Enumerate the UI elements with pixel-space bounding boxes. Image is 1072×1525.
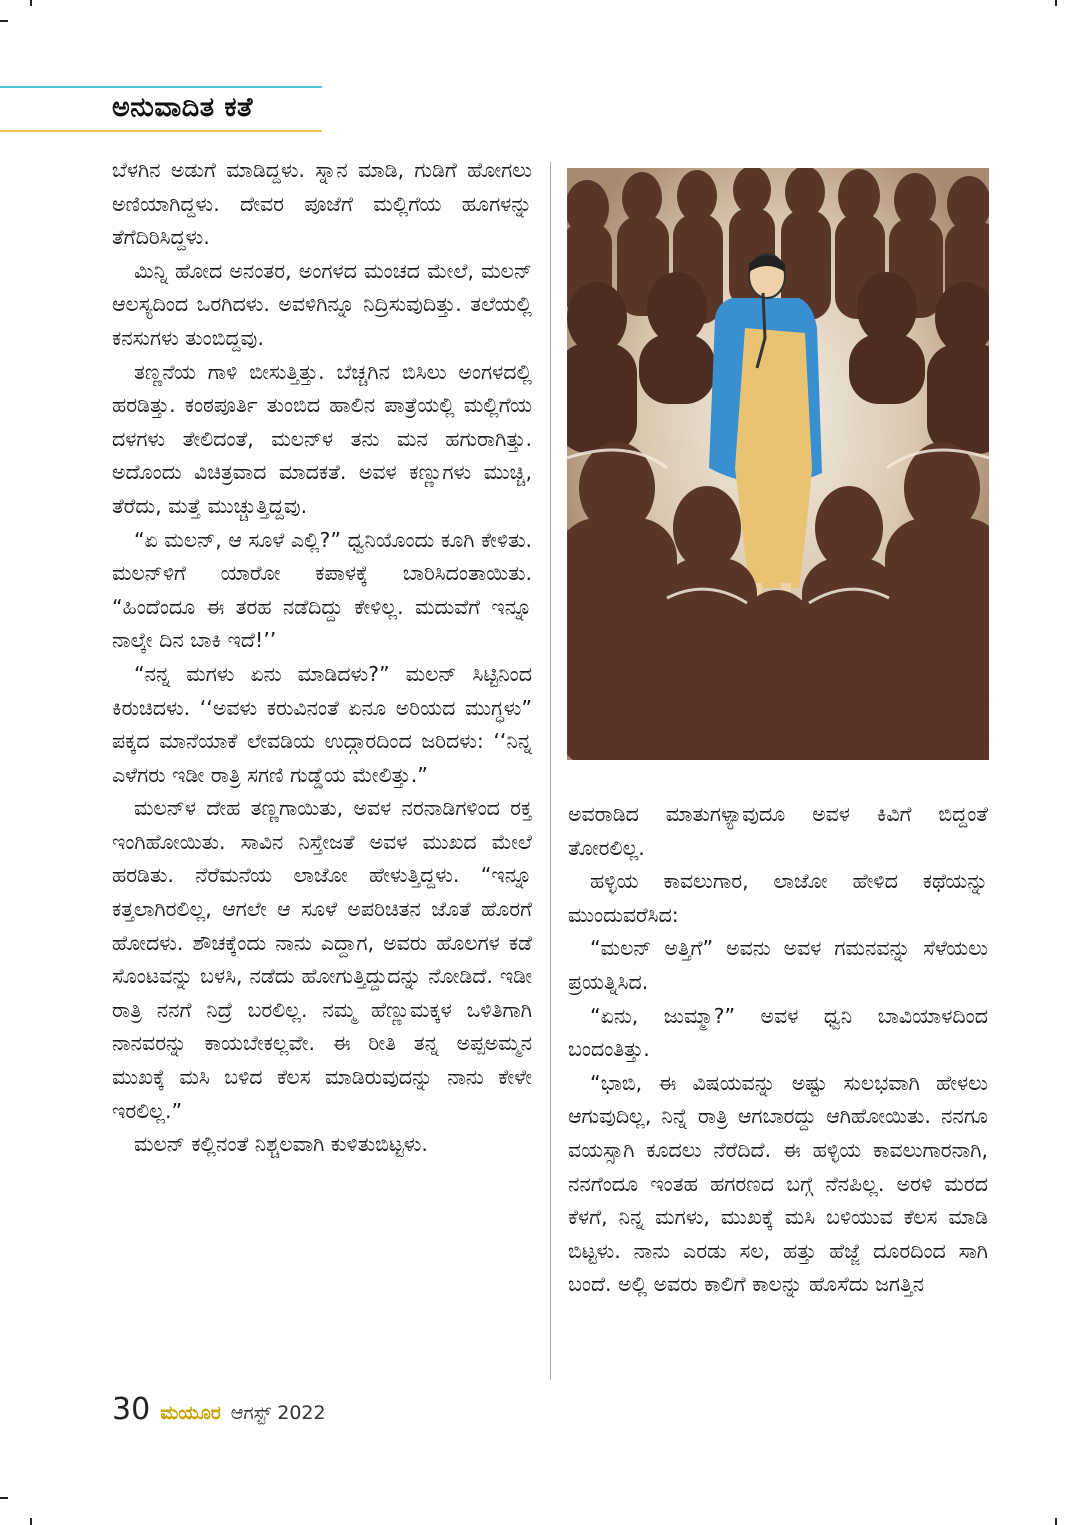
issue-date: ಆಗಸ್ಟ್ 2022 bbox=[230, 1402, 326, 1424]
section-title: ಅನುವಾದಿತ ಕತೆ bbox=[112, 92, 253, 123]
crop-mark bbox=[0, 20, 8, 22]
paragraph: ಬೆಳಗಿನ ಅಡುಗೆ ಮಾಡಿದ್ದಳು. ಸ್ನಾನ ಮಾಡಿ, ಗುಡಿಗೆ ಹೋಗಲು ಅಣಿಯಾಗಿದ್ದಳು. ದೇವರ ಪೂಜೆಗೆ ಮಲ್ಲಿಗೆಯ ಹೂಗಳನ್ನು ತೆಗೆದಿರಿಸಿದ್ದಳು. bbox=[112, 158, 532, 250]
paragraph: “ಮಲನ್ ಅತ್ತಿಗೆ” ಅವನು ಅವಳ ಗಮನವನ್ನು ಸೆಳೆಯಲು ಪ್ರಯತ್ನಿಸಿದ. bbox=[568, 936, 988, 994]
crop-mark bbox=[30, 1518, 32, 1525]
paragraph: “ಏನು, ಜುಮ್ಮಾ?” ಅವಳ ಧ್ವನಿ ಬಾವಿಯಾಳದಿಂದ ಬಂದಂತಿತ್ತು. bbox=[568, 1003, 988, 1062]
crop-mark bbox=[0, 1497, 8, 1499]
right-text-column bbox=[568, 798, 988, 1378]
paragraph: ಹಳ್ಳಿಯ ಕಾವಲುಗಾರ, ಲಾಜೋ ಹೇಳಿದ ಕಥೆಯನ್ನು ಮುಂದುವರೆಸಿದ: bbox=[568, 869, 988, 927]
paragraph: ಮಲನ್ ಕಲ್ಲಿನಂತೆ ನಿಶ್ಚಲವಾಗಿ ಕುಳಿತುಬಿಟ್ಟಳು. bbox=[134, 1132, 428, 1157]
header-rule-cyan bbox=[0, 86, 322, 88]
paragraph: ಮಿನ್ನಿ ಹೋದ ಅನಂತರ, ಅಂಗಳದ ಮಂಚದ ಮೇಲೆ, ಮಲನ್ ಆಲಸ್ಯದಿಂದ ಒರಗಿದಳು. ಅವಳಿಗಿನ್ನೂ ನಿದ್ರಿಸುವುದಿತ್ತು. ತಲೆಯಲ್ಲಿ ಕನಸುಗಳು ತುಂಬಿದ್ದವು. bbox=[112, 258, 532, 350]
crop-mark bbox=[30, 0, 32, 6]
paragraph: “ನನ್ನ ಮಗಳು ಏನು ಮಾಡಿದಳು?” ಮಲನ್ ಸಿಟ್ಟಿನಿಂದ ಕಿರುಚಿದಳು. ‘‘ಅವಳು ಕರುವಿನಂತೆ ಏನೂ ಅರಿಯದ ಮುಗ್ಧಳು” ಪಕ್ಕದ ಮಾನೆಯಾಕೆ ಲೇವಡಿಯ ಉದ್ಗಾರದಿಂದ ಜರಿದಳು: ‘‘ನಿನ್ನ ಎಳೆಗರು ಇಡೀ ರಾತ್ರಿ ಸಗಣಿ ಗುಡ್ಡೆಯ ಮೇಲಿತ್ತು.” bbox=[112, 661, 532, 787]
crop-mark bbox=[1055, 1518, 1057, 1525]
header-rule-yellow bbox=[0, 130, 322, 132]
paragraph: “ಭಾಬಿ, ಈ ವಿಷಯವನ್ನು ಅಷ್ಟು ಸುಲಭವಾಗಿ ಹೇಳಲು ಆಗುವುದಿಲ್ಲ, ನಿನ್ನೆ ರಾತ್ರಿ ಆಗಬಾರದ್ದು ಆಗಿಹೋಯಿತು. ನನಗೂ ವಯಸ್ಸಾಗಿ ಕೂದಲು ನೆರೆದಿದೆ. ಈ ಹಳ್ಳಿಯ ಕಾವಲುಗಾರನಾಗಿ, ನನಗೆಂದೂ ಇಂತಹ ಹಗರಣದ ಬಗ್ಗೆ ನೆನಪಿಲ್ಲ. ಅರಳಿ ಮರದ ಕೆಳಗೆ, ನಿನ್ನ ಮಗಳು, ಮುಖಕ್ಕೆ ಮಸಿ ಬಳಿಯುವ ಕೆಲಸ ಮಾಡಿ ಬಿಟ್ಟಳು. ನಾನು ಎರಡು ಸಲ, ಹತ್ತು ಹೆಜ್ಜೆ ದೂರದಿಂದ ಸಾಗಿ ಬಂದೆ. ಅಲ್ಲಿ ಅವರು ಕಾಲಿಗೆ ಕಾಲನ್ನು ಹೊಸೆದು ಜಗತ್ತಿನ bbox=[568, 1070, 988, 1297]
paragraph: “ಏ ಮಲನ್, ಆ ಸೂಳೆ ಎಲ್ಲಿ?” ಧ್ವನಿಯೊಂದು ಕೂಗಿ ಕೇಳಿತು. ಮಲನ್‌ಳಿಗೆ ಯಾರೋ ಕಪಾಳಕ್ಕೆ ಬಾರಿಸಿದಂತಾಯಿತು. “ಹಿಂದೆಂದೂ ಈ ತರಹ ನಡೆದಿದ್ದು ಕೇಳಿಲ್ಲ. ಮದುವೆಗೆ ಇನ್ನೂ ನಾಲ್ಕೇ ದಿನ ಬಾಕಿ ಇದೆ!’’ bbox=[112, 527, 532, 653]
crop-mark bbox=[1055, 0, 1057, 6]
left-text-column bbox=[112, 154, 532, 1378]
paragraph: ತಣ್ಣನೆಯ ಗಾಳಿ ಬೀಸುತ್ತಿತ್ತು. ಬೆಚ್ಚಗಿನ ಬಿಸಿಲು ಅಂಗಳದಲ್ಲಿ ಹರಡಿತ್ತು. ಕಂಠಪೂರ್ತಿ ತುಂಬಿದ ಹಾಲಿನ ಪಾತ್ರೆಯಲ್ಲಿ ಮಲ್ಲಿಗೆಯ ದಳಗಳು ತೇಲಿದಂತೆ, ಮಲನ್‌ಳ ತನು ಮನ ಹಗುರಾಗಿತ್ತು. ಅದೊಂದು ವಿಚಿತ್ರವಾದ ಮಾದಕತೆ. ಅವಳ ಕಣ್ಣುಗಳು ಮುಚ್ಚಿ, ತೆರೆದು, ಮತ್ತೆ ಮುಚ್ಚುತ್ತಿದ್ದವು. bbox=[112, 359, 532, 518]
column-divider bbox=[550, 162, 551, 1380]
story-illustration bbox=[567, 168, 989, 760]
paragraph: ಅವರಾಡಿದ ಮಾತುಗಳ್ಯಾವುದೂ ಅವಳ ಕಿವಿಗೆ ಬಿದ್ದಂತೆ ತೋರಲಿಲ್ಲ. bbox=[568, 802, 988, 860]
paragraph: ಮಲನ್‌ಳ ದೇಹ ತಣ್ಣಗಾಯಿತು, ಅವಳ ನರನಾಡಿಗಳಿಂದ ರಕ್ತ ಇಂಗಿಹೋಯಿತು. ಸಾವಿನ ನಿಸ್ತೇಜತೆ ಅವಳ ಮುಖದ ಮೇಲೆ ಹರಡಿತು. ನೆರೆಮನೆಯ ಲಾಜೋ ಹೇಳುತ್ತಿದ್ದಳು. “ಇನ್ನೂ ಕತ್ತಲಾಗಿರಲಿಲ್ಲ, ಆಗಲೇ ಆ ಸೂಳೆ ಅಪರಿಚಿತನ ಜೊತೆ ಹೊರಗೆ ಹೋದಳು. ಶೌಚಕ್ಕೆಂದು ನಾನು ಎದ್ದಾಗ, ಅವರು ಹೊಲಗಳ ಕಡೆ ಸೊಂಟವನ್ನು ಬಳಸಿ, ನಡೆದು ಹೋಗುತ್ತಿದ್ದುದನ್ನು ನೋಡಿದೆ. ಇಡೀ ರಾತ್ರಿ ನನಗೆ ನಿದ್ರೆ ಬರಲಿಲ್ಲ. ನಮ್ಮ ಹೆಣ್ಣುಮಕ್ಕಳ ಒಳಿತಿಗಾಗಿ ನಾನವರನ್ನು ಕಾಯಬೇಕಲ್ಲವೇ. ಈ ರೀತಿ ತನ್ನ ಅಪ್ಪಅಮ್ಮನ ಮುಖಕ್ಕೆ ಮಸಿ ಬಳಿದ ಕೆಲಸ ಮಾಡಿರುವುದನ್ನು ನಾನು ಕೇಳೇ ಇರಲಿಲ್ಲ.” bbox=[112, 796, 532, 1123]
page-footer bbox=[112, 1392, 326, 1432]
page-number: 30 bbox=[112, 1392, 151, 1427]
magazine-name: ಮಯೂರ bbox=[160, 1402, 221, 1424]
